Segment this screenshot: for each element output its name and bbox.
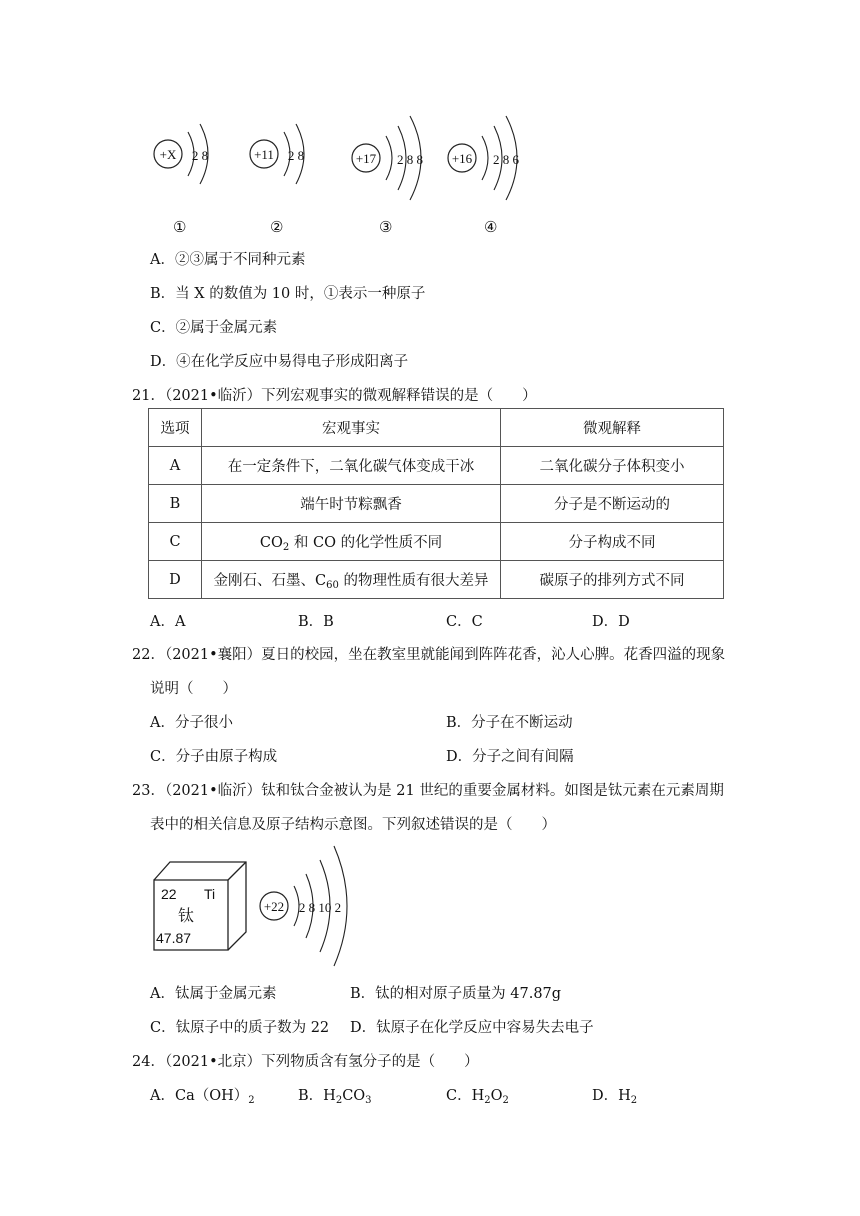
q23-stem-cont: 表中的相关信息及原子结构示意图。下列叙述错误的是（ ）: [150, 817, 556, 833]
svg-text:2 8: 2 8: [287, 148, 305, 163]
q22-option-a[interactable]: A．分子很小: [150, 715, 233, 731]
svg-text:2 8: 2 8: [191, 148, 209, 163]
svg-text:2 8 6: 2 8 6: [493, 152, 519, 167]
atom-label-2: ②: [270, 218, 284, 236]
q22-option-d[interactable]: D．分子之间有间隔: [446, 749, 574, 765]
table-cell-option: C: [149, 523, 202, 561]
atom-label-1: ①: [173, 218, 187, 236]
table-cell-explain: 分子是不断运动的: [501, 485, 724, 523]
q20-option-a[interactable]: A．②③属于不同种元素: [150, 252, 306, 268]
element-number: 22: [161, 886, 177, 902]
svg-text:2 8 10 2: 2 8 10 2: [298, 900, 342, 915]
table-cell-option: B: [149, 485, 202, 523]
svg-text:2 8 8: 2 8 8: [397, 152, 423, 167]
svg-text:+X: +X: [159, 147, 177, 162]
table-header-explain: 微观解释: [501, 409, 724, 447]
svg-text:+16: +16: [451, 151, 473, 166]
table-cell-option: A: [149, 447, 202, 485]
q23-option-a[interactable]: A．钛属于金属元素: [150, 986, 277, 1002]
q23-option-b[interactable]: B．钛的相对原子质量为 47.87g: [350, 986, 562, 1002]
table-header-fact: 宏观事实: [202, 409, 501, 447]
q24-stem: 24．（2021•北京）下列物质含有氢分子的是（ ）: [132, 1054, 479, 1070]
q24-option-b[interactable]: B．$H_2CO_3$: [298, 1088, 372, 1106]
atom-label-3: ③: [379, 218, 393, 236]
table-row: [149, 523, 724, 561]
q21-option-d[interactable]: D．D: [592, 614, 630, 630]
atom-diagram-ti: [256, 840, 366, 974]
svg-text:+11: +11: [254, 147, 274, 162]
table-header-row: [149, 409, 724, 447]
q23-stem: 23．（2021•临沂）钛和钛合金被认为是 21 世纪的重要金属材料。如图是钛元素在元素周期: [132, 783, 724, 799]
q24-option-d[interactable]: D．$H_2$: [592, 1088, 638, 1106]
q22-stem: 22．（2021•襄阳）夏日的校园，坐在教室里就能闻到阵阵花香，沁人心脾。花香四溢的现象: [132, 647, 726, 663]
q20-option-b[interactable]: B．当 X 的数值为 10 时，①表示一种原子: [150, 286, 426, 302]
q21-option-b[interactable]: B．B: [298, 614, 334, 630]
element-tile: [152, 858, 252, 958]
q22-option-b[interactable]: B．分子在不断运动: [446, 715, 573, 731]
table-cell-explain: 二氧化碳分子体积变小: [501, 447, 724, 485]
element-name: 钛: [178, 908, 195, 925]
table-cell-fact: 端午时节粽飘香: [202, 485, 501, 523]
atom-diagram-2: [244, 110, 324, 200]
q20-option-d[interactable]: D．④在化学反应中易得电子形成阳离子: [150, 354, 409, 370]
svg-text:+17: +17: [355, 151, 377, 166]
table-cell-fact: $CO_2$ 和 CO 的化学性质不同: [202, 523, 501, 561]
q23-option-d[interactable]: D．钛原子在化学反应中容易失去电子: [350, 1020, 594, 1036]
table-cell-option: D: [149, 561, 202, 599]
table-cell-explain: 分子构成不同: [501, 523, 724, 561]
atom-diagram-1: [148, 110, 228, 200]
q21-table: [148, 408, 724, 599]
q20-option-c[interactable]: C．②属于金属元素: [150, 320, 278, 336]
table-cell-explain: 碳原子的排列方式不同: [501, 561, 724, 599]
svg-text:+22: +22: [263, 899, 285, 914]
table-row: [149, 561, 724, 599]
q24-option-c[interactable]: C．$H_2O_2$: [446, 1088, 509, 1106]
q22-stem-cont: 说明（ ）: [150, 681, 237, 697]
q23-option-c[interactable]: C．钛原子中的质子数为 22: [150, 1020, 330, 1036]
table-header-option: 选项: [149, 409, 202, 447]
q22-option-c[interactable]: C．分子由原子构成: [150, 749, 278, 765]
element-symbol: Ti: [204, 886, 216, 902]
q21-option-a[interactable]: A．A: [150, 614, 186, 630]
table-row: [149, 485, 724, 523]
table-cell-fact: 在一定条件下，二氧化碳气体变成干冰: [202, 447, 501, 485]
q24-option-a[interactable]: A．$Ca(OH)_2$: [150, 1088, 255, 1106]
q21-stem: 21．（2021•临沂）下列宏观事实的微观解释错误的是（ ）: [132, 388, 537, 404]
atom-label-4: ④: [484, 218, 498, 236]
atom-diagram-3: [346, 104, 446, 208]
table-row: [149, 447, 724, 485]
table-cell-fact: 金刚石、石墨、$C_{60}$ 的物理性质有很大差异: [202, 561, 501, 599]
q21-option-c[interactable]: C．C: [446, 614, 483, 630]
atom-diagram-4: [442, 104, 542, 208]
element-mass: 47.87: [156, 930, 192, 946]
